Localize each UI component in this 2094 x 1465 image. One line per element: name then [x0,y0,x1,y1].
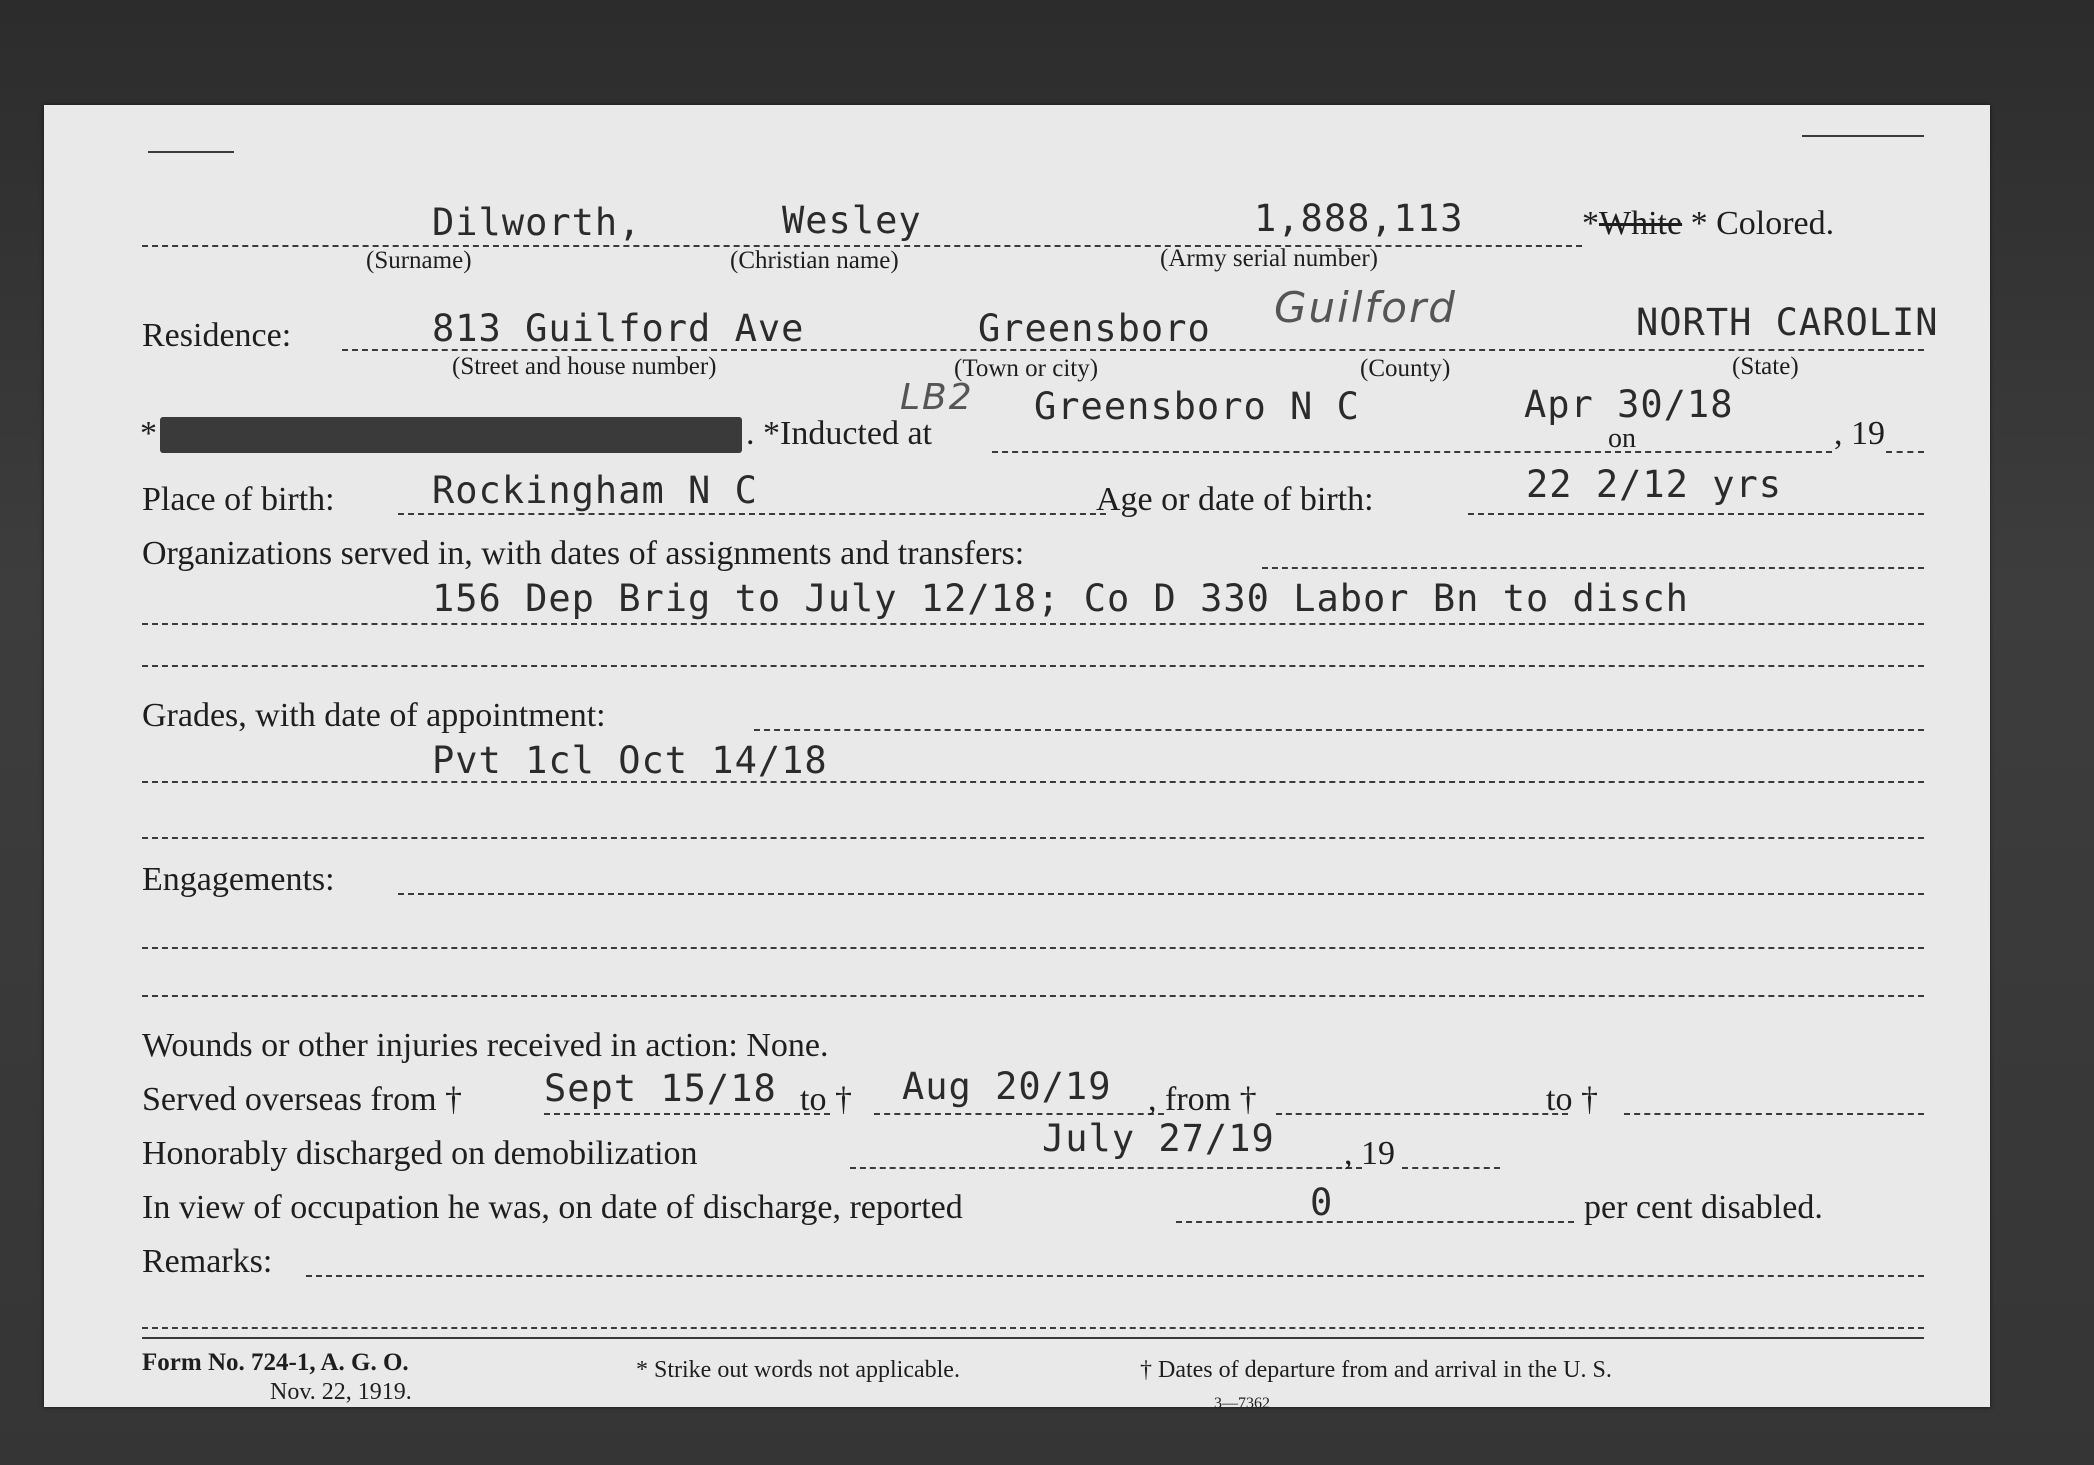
county-caption: (County) [1360,355,1451,382]
organizations-line-1 [1262,567,1924,569]
engagements-line-2 [142,947,1924,949]
discharge-year-line [1402,1167,1500,1169]
residence-label: Residence: [142,317,292,354]
grades-line-2 [142,781,1924,783]
dates-footnote: † Dates of departure from and arrival in the U. S. [1140,1357,1612,1383]
inducted-at-value: Greensboro N C [1034,385,1360,428]
disability-suffix: per cent disabled. [1584,1189,1823,1226]
grades-line-1 [754,729,1924,731]
overseas-from-line [544,1113,830,1115]
street-caption: (Street and house number) [452,353,717,380]
surname-caption: (Surname) [366,247,472,274]
organizations-line-3 [142,665,1924,667]
overseas-to2-label: to † [1546,1081,1598,1118]
engagements-line-1 [398,893,1924,895]
serial-number-caption: (Army serial number) [1160,245,1378,272]
remarks-line-2 [142,1327,1924,1329]
on-label: on [1608,423,1636,454]
print-code: 3—7362 [1214,1395,1270,1412]
corner-rule-left [148,151,234,153]
christian-name-caption: (Christian name) [730,247,899,274]
age-line [1468,513,1924,515]
place-of-birth-label: Place of birth: [142,481,335,518]
christian-name-value: Wesley [782,199,922,242]
overseas-to-line [874,1113,1164,1115]
place-of-birth-value: Rockingham N C [432,469,758,512]
grades-value: Pvt 1cl Oct 14/18 [432,739,828,782]
town-value: Greensboro [978,307,1211,350]
strike-out-note: * Strike out words not applicable. [636,1357,960,1383]
discharge-date-value: July 27/19 [1042,1117,1275,1160]
disability-line [1176,1221,1574,1223]
grades-line-3 [142,837,1924,839]
asterisk-mark: * [140,415,157,452]
street-value: 813 Guilford Ave [432,307,805,350]
organizations-line-2 [142,623,1924,625]
surname-value: Dilworth, [432,201,642,244]
overseas-from2-label: , from † [1148,1081,1257,1118]
corner-rule [1802,135,1924,137]
overseas-from2-line [1276,1113,1568,1115]
organizations-value: 156 Dep Brig to July 12/18; Co D 330 Labor Bn to disch [432,577,1689,620]
state-value: NORTH CAROLIN [1636,301,1939,344]
inducted-line [992,451,1832,453]
remarks-label: Remarks: [142,1243,273,1280]
county-value: Guilford [1274,283,1457,332]
induction-date-value: Apr 30/18 [1524,383,1734,426]
engagements-label: Engagements: [142,861,335,898]
place-of-birth-line [398,513,1106,515]
induction-year-line [1886,451,1924,453]
disability-label: In view of occupation he was, on date of discharge, reported [142,1189,963,1226]
wounds-label: Wounds or other injuries received in action: None. [142,1027,829,1064]
overseas-to2-line [1624,1113,1924,1115]
overseas-to-value: Aug 20/19 [902,1065,1112,1108]
age-label: Age or date of birth: [1096,481,1374,518]
discharge-label: Honorably discharged on demobilization [142,1135,698,1172]
grades-label: Grades, with date of appointment: [142,697,606,734]
overseas-from-label: Served overseas from † [142,1081,463,1118]
age-value: 22 2/12 yrs [1526,463,1783,506]
overseas-from-value: Sept 15/18 [544,1067,777,1110]
organizations-label: Organizations served in, with dates of assignments and transfers: [142,535,1025,572]
service-record-card [44,105,1990,1412]
race-line: *White * Colored. [1582,205,1835,242]
induction-year-label: , 19 [1834,415,1885,452]
local-board-note: LB2 [900,377,974,418]
town-caption: (Town or city) [954,355,1099,382]
form-date: Nov. 22, 1919. [270,1379,412,1405]
remarks-line-1 [306,1275,1924,1277]
discharge-line [850,1167,1362,1169]
serial-number-value: 1,888,113 [1254,197,1464,240]
footer-rule [142,1337,1924,1339]
state-caption: (State) [1732,353,1799,380]
inducted-label: . *Inducted at [746,415,932,452]
overseas-to-label: to † [800,1081,852,1118]
form-number: Form No. 724-1, A. G. O. [142,1349,409,1376]
redacted-enlisted-text [160,417,742,453]
discharge-year-label: , 19 [1344,1135,1395,1172]
disability-value: 0 [1310,1181,1334,1224]
engagements-line-3 [142,995,1924,997]
